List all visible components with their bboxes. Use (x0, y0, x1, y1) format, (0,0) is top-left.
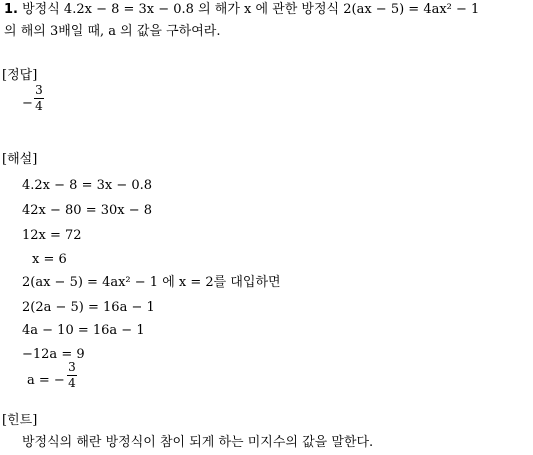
solution-final-fraction (67, 361, 77, 390)
answer-header: [정답] (2, 68, 38, 83)
solution-step-2: 42x − 80 = 30x − 8 (22, 203, 153, 218)
solution-final-lhs: a = − (27, 373, 65, 388)
problem-line-1 (4, 2, 479, 18)
solution-step-4: x = 6 (32, 252, 67, 267)
solution-step-8: −12a = 9 (22, 347, 85, 362)
solution-step-7: 4a − 10 = 16a − 1 (22, 323, 145, 338)
problem-number: 1. (4, 2, 18, 17)
answer-denominator: 4 (35, 99, 43, 113)
hint-text: 방정식의 해란 방정식이 참이 되게 하는 미지수의 값을 말한다. (22, 435, 374, 450)
problem-text-1: 방정식 4.2x − 8 = 3x − 0.8 의 해가 x 에 관한 방정식 2(ax − 5) = 4ax² − 1 (22, 2, 480, 17)
solution-step-3: 12x = 72 (22, 228, 82, 243)
problem-text-2: 의 해의 3배일 때, a 의 값을 구하여라. (4, 24, 221, 39)
solution-final-denominator: 4 (68, 376, 76, 390)
answer-fraction (34, 84, 44, 113)
answer-numerator: 3 (35, 83, 43, 97)
solution-step-1: 4.2x − 8 = 3x − 0.8 (22, 178, 153, 193)
answer-minus: − (22, 96, 33, 111)
solution-step-5: 2(ax − 5) = 4ax² − 1 에 x = 2를 대입하면 (22, 275, 281, 290)
solution-header: [해설] (2, 152, 38, 167)
solution-step-6: 2(2a − 5) = 16a − 1 (22, 300, 155, 315)
hint-header: [힌트] (2, 413, 38, 428)
solution-final-numerator: 3 (68, 360, 76, 374)
